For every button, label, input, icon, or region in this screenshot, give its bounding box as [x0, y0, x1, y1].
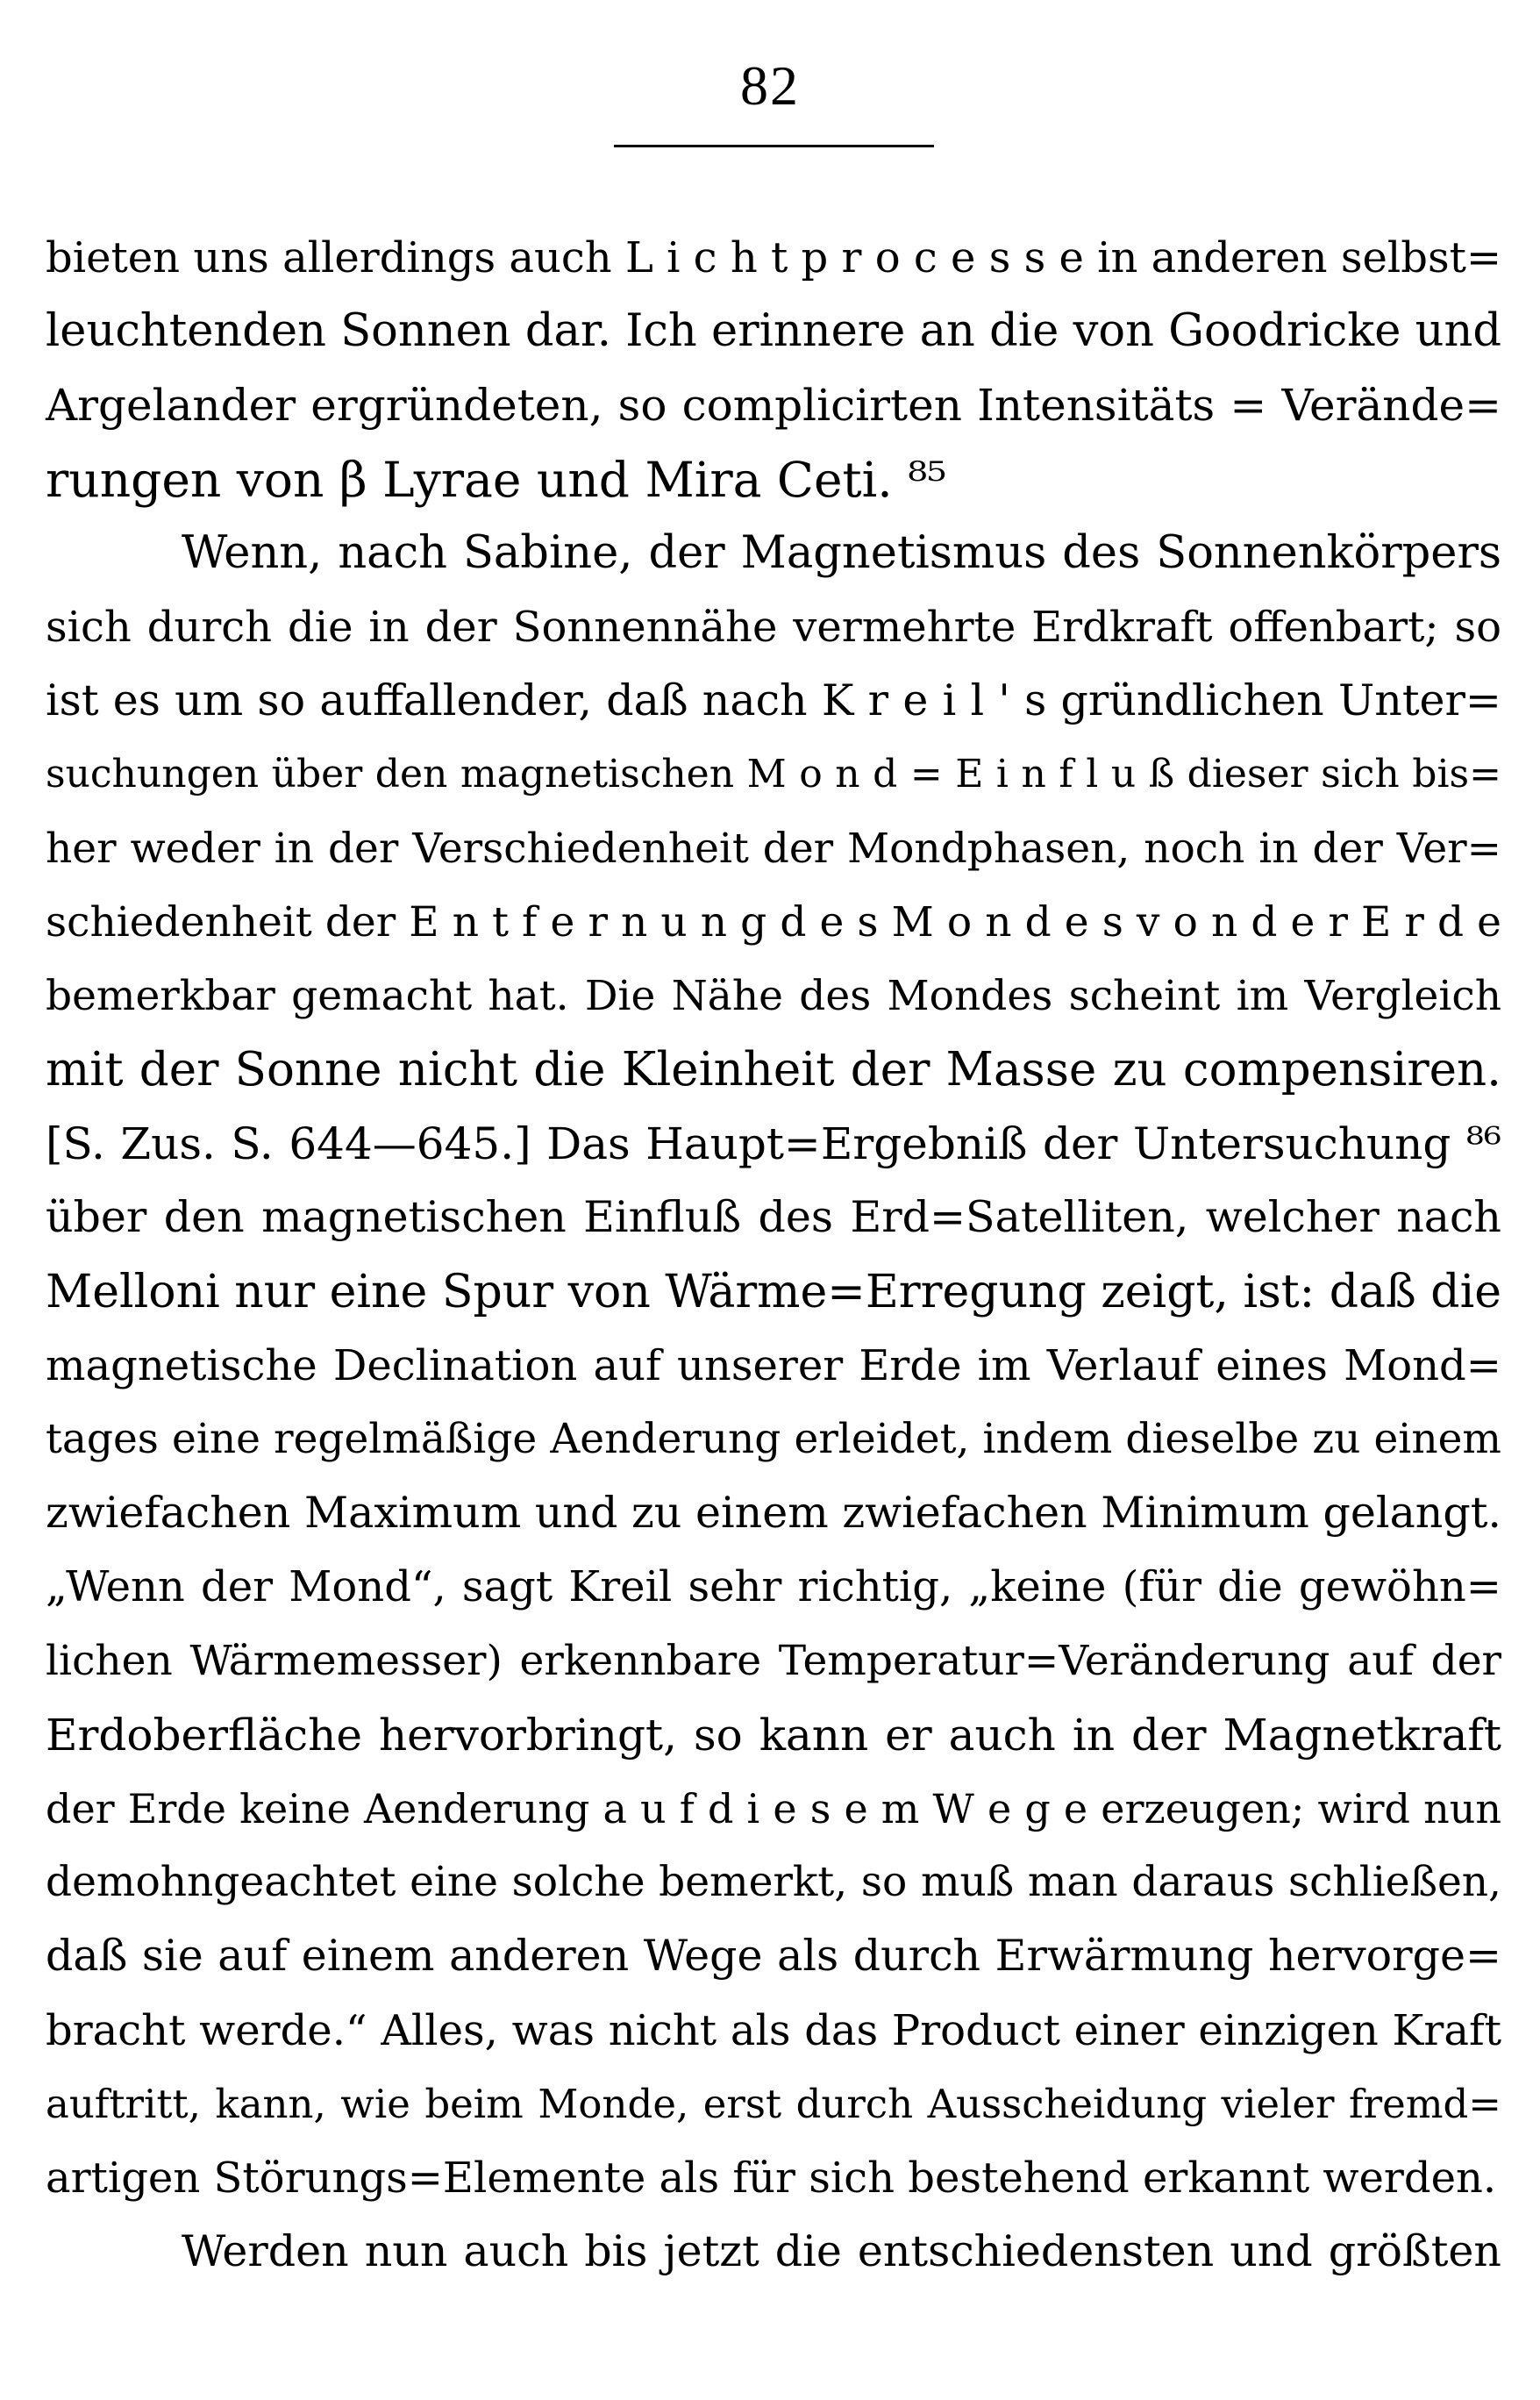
text-line: Melloni nur eine Spur von Wärme=Erregung zeigt, ist: daß die [46, 1265, 1501, 1318]
text-line: suchungen über den magnetischen M o n d = E i n f l u ß dieser sich bis= [46, 752, 1501, 797]
text-line: leuchtenden Sonnen dar. Ich erinnere an die von Goodricke und [46, 305, 1501, 358]
text-line: [S. Zus. S. 644—645.] Das Haupt=Ergebniß der Untersuchung ⁸⁶ [46, 1118, 1501, 1170]
text-line: bracht werde.“ Alles, was nicht als das Product einer einzigen Kraft [46, 2005, 1501, 2055]
text-line: zwiefachen Maximum und zu einem zwiefachen Minimum gelangt. [46, 1488, 1501, 1539]
text-line: bieten uns allerdings auch L i c h t p r o c e s s e in anderen selbst= [46, 233, 1502, 282]
text-line: über den magnetischen Einfluß des Erd=Satelliten, welcher nach [46, 1192, 1501, 1243]
text-line: magnetische Declination auf unserer Erde im Verlauf eines Mond= [46, 1340, 1501, 1390]
header-rule [614, 145, 934, 147]
text-line: her weder in der Verschiedenheit der Mondphasen, noch in der Ver= [46, 824, 1501, 873]
text-line: der Erde keine Aenderung a u f d i e s e m W e g e erzeugen; wird nun [46, 1784, 1501, 1832]
text-line: auftritt, kann, wie beim Monde, erst durch Ausscheidung vieler fremd= [46, 2080, 1501, 2127]
page-number: 82 [740, 54, 800, 117]
text-line: bemerkbar gemacht hat. Die Nähe des Mondes scheint im Vergleich [46, 971, 1501, 1020]
text-line: tages eine regelmäßige Aenderung erleidet, indem dieselbe zu einem [46, 1415, 1501, 1463]
body-text [46, 221, 1501, 2289]
text-line: ist es um so auffallender, daß nach K r e i l ' s gründlichen Unter= [46, 675, 1501, 726]
text-line: schiedenheit der E n t f e r n u n g d e s M o n d e s v o n d e r E r d e [46, 897, 1501, 946]
text-line: mit der Sonne nicht die Kleinheit der Masse zu compensiren. [46, 1043, 1501, 1097]
text-line: Erdoberfläche hervorbringt, so kann er auch in der Magnetkraft [46, 1709, 1501, 1761]
text-line: demohngeachtet eine solche bemerkt, so muß man daraus schließen, [46, 1858, 1501, 1907]
text-line: artigen Störungs=Elemente als für sich bestehend erkannt werden. [46, 2153, 1497, 2203]
text-line: „Wenn der Mond“, sagt Kreil sehr richtig, „keine (für die gewöhn= [46, 1562, 1501, 1612]
text-line: daß sie auf einem anderen Wege als durch Erwärmung hervorge= [46, 1931, 1501, 1982]
text-line: lichen Wärmemesser) erkennbare Temperatur=Veränderung auf der [46, 1636, 1501, 1685]
text-line: Argelander ergründeten, so complicirten Intensitäts = Verände= [46, 380, 1501, 432]
text-line: Wenn, nach Sabine, der Magnetismus des Sonnenkörpers [182, 526, 1501, 579]
text-line: Werden nun auch bis jetzt die entschiedensten und größten [182, 2226, 1501, 2277]
text-line: sich durch die in der Sonnennähe vermehrte Erdkraft offenbart; so [46, 602, 1501, 652]
text-line: rungen von β Lyrae und Mira Ceti. ⁸⁵ [46, 451, 947, 508]
